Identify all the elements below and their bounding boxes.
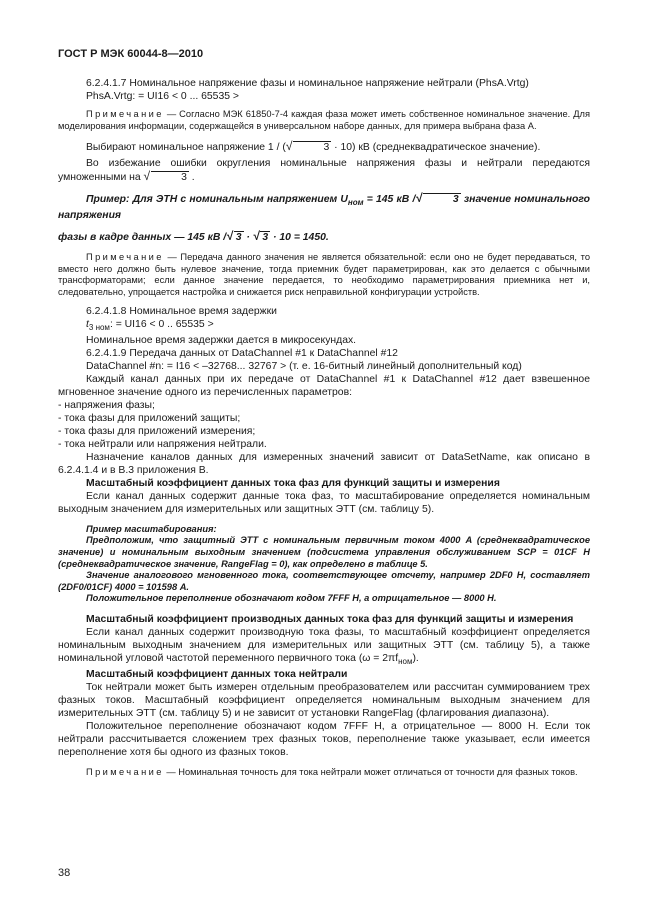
voltage-selection-text: Выбирают номинальное напряжение 1 / ( [86,142,286,154]
sqrt-radicand: 3 [235,232,242,244]
list-item: - тока фазы для приложений измерения; [58,425,256,437]
phsa-vrtg-definition: PhsA.Vrtg: = UI16 < 0 ... 65535 > [86,91,239,102]
example-text: значение номинального напряжения [58,194,590,222]
list-item: - напряжения фазы; [58,399,155,411]
channel-assignment-paragraph: Назначение каналов данных для измеренных значений зависит от DataSetName, как описано в 6.2.4.1.4 и в B.3 приложения B. [58,451,590,476]
delay-definition-text: : = UI16 < 0 .. 65535 > [109,318,214,330]
example-text: фазы в кадре данных — 145 кВ / [58,232,227,244]
sqrt-symbol: √ [143,169,151,184]
page-body [58,77,590,779]
delay-symbol: t [86,318,89,330]
example-text: = 145 кВ / [363,194,416,206]
note-label: Примечание [86,252,164,263]
neutral-current-paragraph-1: Ток нейтрали может быть измерен отдельным преобразователем или рассчитан суммированием трех фазных токов. Масштабный коэффициент определяется номинальным выходным значением для измерительных ЭТТ (см. таблицу 5) и не зависит от установки RangeFlag (флагирования диапазона). [58,681,590,719]
example-line-1 [58,192,590,222]
derivative-subscript: ном [398,656,413,666]
note-3 [58,767,590,779]
note-text: — Номинальная точность для тока нейтрали может отличаться от точности для фазных токов. [163,766,578,777]
delay-definition [58,318,590,334]
sqrt-radicand: 3 [151,171,189,183]
page-number: 38 [58,867,71,879]
neutral-current-paragraph-2: Положительное переполнение обозначают кодом 7FFF H, а отрицательное — 8000 H. Если ток нейтрали рассчитывается сложением трех фазных токов, переполнение также указывает, если имеется переполнение хотя бы одного из фазных токов. [58,720,590,758]
note-label: Примечание [86,109,164,119]
section-heading-6-2-4-1-8: 6.2.4.1.8 Номинальное время задержки [86,305,277,317]
example-text: · 10 = 1450. [270,232,329,244]
heading-neutral-current-scaling: Масштабный коэффициент данных тока нейтрали [86,668,348,680]
rounding-text: Во избежание ошибки округления номинальные напряжения фазы и нейтрали передаются умноженными на [58,158,590,184]
note-label: Примечание [86,766,164,777]
note-1 [58,109,590,132]
scaling-example-title: Пример масштабирования: [86,523,217,534]
list-item: - тока фазы для приложений защиты; [58,412,241,424]
heading-derivative-scaling: Масштабный коэффициент производных данных тока фаз для функций защиты и измерения [86,613,574,625]
delay-description: Номинальное время задержки дается в микросекундах. [86,334,357,346]
note-2 [58,252,590,298]
note-text: — Передача данного значения не является обязательной: если оно не будет передаваться, то вместо него должно быть нулевое значение, тогда приемник будет параметрирован, как это делается с обычными трансформаторами; если данное значение передается, то необходимо параметрирования приемника нет и, следовательно, упрощается настройка и снижается риск неправильной конфигурации устройств. [58,252,590,298]
sqrt-radicand: 3 [262,232,269,244]
sqrt-symbol: √ [252,229,260,244]
scaling-example-1: Предположим, что защитный ЭТТ с номинальным первичным током 4000 A (среднеквадратическое значение) и номинальным выходным значением (подсистема управления обслуживанием SCP = 01CF H (среднеквадратическое значение, RangeFlag = 0), как определено в таблице 5. [58,535,590,569]
datachannel-definition: DataChannel #n: = I16 < –32768... 32767 > (т. е. 16-битный линейный дополнительный код) [86,360,522,372]
heading-phase-current-scaling: Масштабный коэффициент данных тока фаз для функций защиты и измерения [86,477,500,489]
scaling-example-3: Положительное переполнение обозначают кодом 7FFF H, а отрицательное — 8000 H. [86,593,497,604]
sqrt-radicand: 3 [293,141,331,153]
example-text: Пример: Для ЭТН с номинальным напряжением U [86,194,348,206]
rounding-paragraph: Во избежание ошибки округления номинальные напряжения фазы и нейтрали передаются умноженными на √ 3 . [58,158,590,184]
section-heading-6-2-4-1-9: 6.2.4.1.9 Передача данных от DataChannel #1 к DataChannel #12 [86,347,398,359]
sqrt-symbol: √ [226,229,233,244]
note-text: — Согласно МЭК 61850-7-4 каждая фаза может иметь собственное номинальное значение. Для моделирования информации, содержащейся в универсальном наборе данных, для примера выбрана фаза A. [58,109,590,131]
datachannel-paragraph: Каждый канал данных при их передаче от DataChannel #1 к DataChannel #12 дает взвешенное мгновенное значение одного из перечисленных параметров: [58,373,590,398]
scaling-example-2: Значение аналогового мгновенного тока, соответствующее отсчету, например 2DF0 H, составляет (2DF0/01CF) 4000 = 101598 A. [58,570,590,592]
section-heading-6-2-4-1-7: 6.2.4.1.7 Номинальное напряжение фазы и номинальное напряжение нейтрали (PhsA.Vrtg) [86,78,529,89]
sqrt-symbol: √ [415,191,422,206]
derivative-text: Если канал данных содержит производную тока фазы, то масштабный коэффициент определяется номинальным выходным значением для измерительных или защитных ЭТТ (см. таблицу 5), а также номинальной угловой частотой переменного первичного тока (ω = 2πf [58,626,590,664]
delay-subscript: 3 ном [88,322,110,332]
derivative-text-end: ). [412,652,419,664]
example-subscript: ном [347,198,364,208]
example-line-2: фазы в кадре данных — 145 кВ /√ 3 · √ 3 · 10 = 1450. [58,229,329,244]
document-header: ГОСТ Р МЭК 60044-8—2010 [58,48,204,60]
sqrt-radicand: 3 [423,193,461,205]
voltage-selection-text-end: · 10) кВ (среднеквадратическое значение). [334,142,541,154]
list-item: - тока нейтрали или напряжения нейтрали. [58,438,267,450]
sqrt-symbol: √ [285,139,293,154]
voltage-selection [58,140,590,154]
phase-current-paragraph: Если канал данных содержит данные тока фаз, то масштабирование определяется номинальным выходным значением для измерительных или защитных ЭТТ (см. таблицу 5). [58,490,590,515]
derivative-paragraph [58,626,590,668]
